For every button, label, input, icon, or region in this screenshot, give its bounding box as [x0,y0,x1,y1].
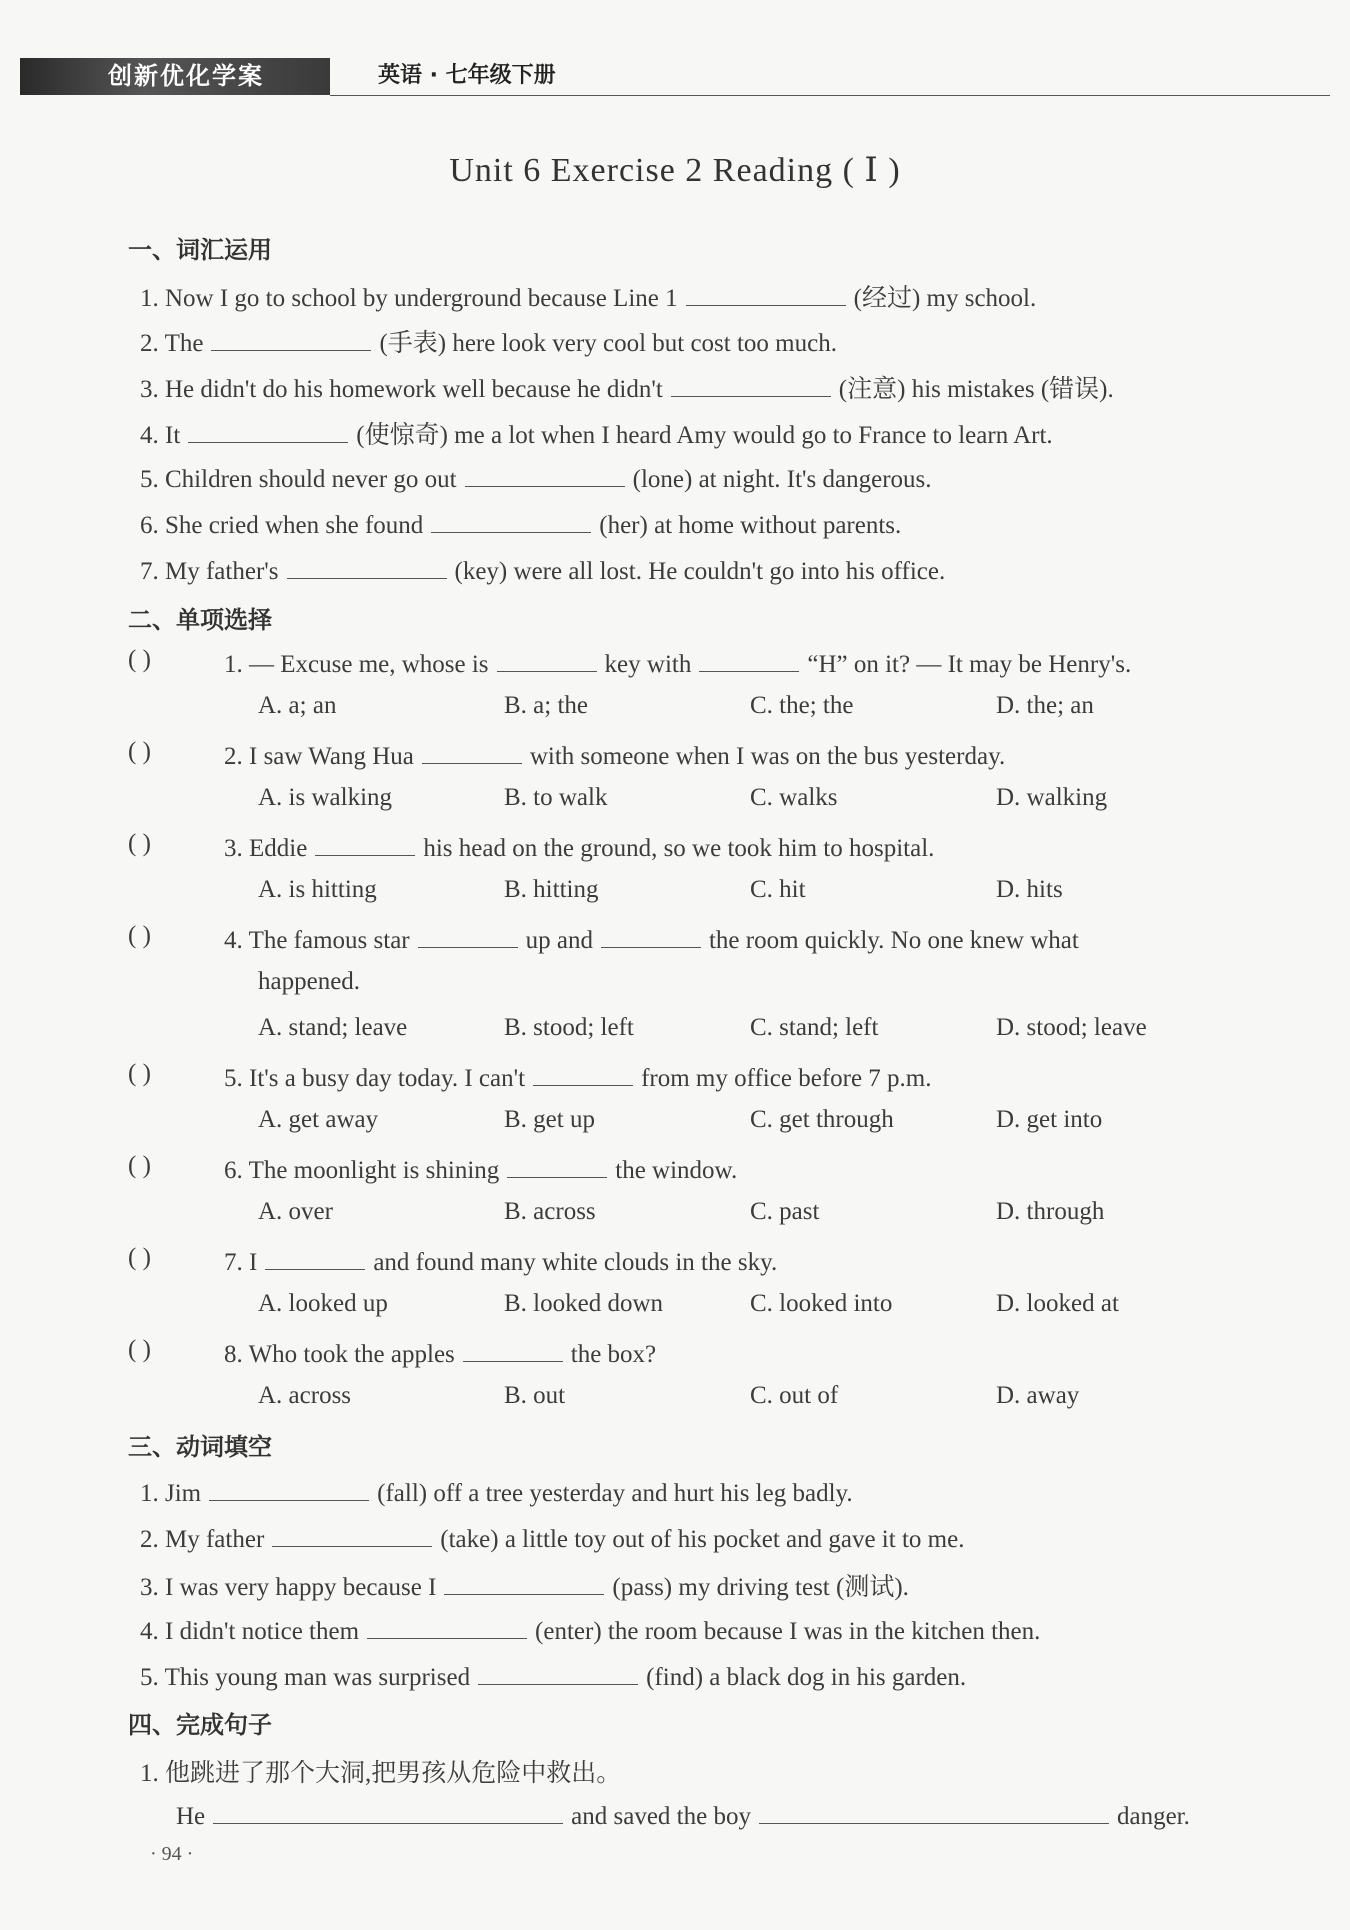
item-text: The [164,330,204,357]
mcq-question [224,646,1131,679]
sentence-text: danger. [1116,1803,1190,1830]
answer-blank[interactable] [497,646,597,672]
answer-blank[interactable] [418,922,518,948]
item-text: My father's [165,558,279,585]
answer-blank[interactable] [507,1152,607,1178]
sentence-text: and saved the boy [571,1803,751,1830]
question-number: 5. [224,1065,243,1092]
vocab-item [140,415,1053,451]
option-d[interactable]: D. walking [996,784,1108,811]
item-number: 1. [140,1760,159,1787]
item-text: (find) a black dog in his garden. [646,1664,967,1691]
answer-blank[interactable] [211,325,371,351]
answer-blank[interactable] [188,417,348,443]
option-b[interactable]: B. get up [504,1106,595,1133]
question-text: It's a busy day today. I can't [249,1065,526,1092]
sentence-text: He [176,1803,206,1830]
mcq-question [224,1336,656,1369]
mcq-question [224,1244,777,1277]
answer-blank[interactable] [686,280,846,306]
option-b[interactable]: B. across [504,1198,596,1225]
section-heading-vocabulary: 一、词汇运用 [128,236,272,264]
mcq-question [224,830,934,863]
mcq-question [224,738,1005,771]
question-text: from my office before 7 p.m. [641,1065,932,1092]
question-number: 3. [224,835,243,862]
option-b[interactable]: B. a; the [504,692,589,719]
item-number: 5. [140,466,159,493]
option-c[interactable]: C. get through [750,1106,894,1133]
item-number: 2. [140,1526,159,1553]
vocab-item [140,369,1114,405]
verb-item [140,1567,909,1603]
option-b[interactable]: B. looked down [504,1290,664,1317]
item-text: I didn't notice them [165,1618,360,1645]
option-b[interactable]: B. to walk [504,784,608,811]
verb-item [140,1521,964,1554]
answer-blank[interactable] [213,1798,563,1824]
item-number: 4. [140,422,159,449]
item-text: I was very happy because I [165,1574,437,1601]
sentence-answer [176,1798,1190,1831]
option-c[interactable]: C. walks [750,784,838,811]
option-a[interactable]: A. a; an [258,692,337,719]
item-text: This young man was surprised [164,1664,471,1691]
answer-parentheses[interactable]: ( ) [128,1336,151,1363]
item-text: Now I go to school by underground because Line 1 [165,285,678,312]
option-a[interactable]: A. over [258,1198,333,1225]
question-text: the window. [615,1157,738,1184]
item-text: Children should never go out [165,466,457,493]
mcq-question [224,1152,737,1185]
item-text: (手表) here look very cool but cost too much. [379,330,837,357]
brand-banner: 创新优化学案 [20,58,330,95]
question-number: 1. [224,651,243,678]
option-d[interactable]: D. looked at [996,1290,1119,1317]
option-c[interactable]: C. stand; left [750,1014,879,1041]
question-number: 4. [224,927,243,954]
option-c[interactable]: C. the; the [750,692,854,719]
answer-parentheses[interactable]: ( ) [128,830,151,857]
option-a[interactable]: A. get away [258,1106,379,1133]
question-text: The famous star [248,927,410,954]
option-d[interactable]: D. through [996,1198,1105,1225]
chinese-prompt: 他跳进了那个大洞,把男孩从危险中救出。 [165,1760,622,1787]
question-number: 6. [224,1157,243,1184]
answer-blank[interactable] [601,922,701,948]
question-text: his head on the ground, so we took him to hospital. [423,835,935,862]
answer-blank[interactable] [209,1475,369,1501]
answer-blank[interactable] [463,1336,563,1362]
question-text: Eddie [249,835,308,862]
question-number: 8. [224,1341,243,1368]
section-heading-multiple-choice: 二、单项选择 [128,606,272,634]
option-b[interactable]: B. out [504,1382,566,1409]
item-text: (注意) his mistakes (错误). [838,376,1114,403]
answer-parentheses[interactable]: ( ) [128,646,151,673]
option-d[interactable]: D. the; an [996,692,1094,719]
item-text: (经过) my school. [853,285,1037,312]
page-header [20,52,1330,97]
answer-blank[interactable] [759,1798,1109,1824]
question-text: key with [604,651,692,678]
option-a[interactable]: A. stand; leave [258,1014,408,1041]
item-text: (pass) my driving test (测试). [612,1574,909,1601]
item-text: (fall) off a tree yesterday and hurt his leg badly. [377,1480,853,1507]
vocab-item [140,323,837,359]
option-c[interactable]: C. looked into [750,1290,893,1317]
answer-blank[interactable] [265,1244,365,1270]
mcq-question [224,922,1079,955]
option-d[interactable]: D. hits [996,876,1063,903]
option-a[interactable]: A. across [258,1382,352,1409]
item-number: 5. [140,1664,159,1691]
answer-blank[interactable] [478,1659,638,1685]
answer-parentheses[interactable]: ( ) [128,1060,151,1087]
option-b[interactable]: B. hitting [504,876,599,903]
item-text: (lone) at night. It's dangerous. [632,466,932,493]
question-text: I saw Wang Hua [249,743,414,770]
option-d[interactable]: D. stood; leave [996,1014,1147,1041]
answer-blank[interactable] [699,646,799,672]
option-a[interactable]: A. looked up [258,1290,388,1317]
question-text: Who took the apples [248,1341,455,1368]
option-c[interactable]: C. out of [750,1382,839,1409]
page-number: · 94 · [150,1843,194,1865]
answer-blank[interactable] [272,1521,432,1547]
vocab-item [140,278,1036,314]
item-text: She cried when she found [165,512,424,539]
sentence-prompt [140,1753,621,1789]
question-text: up and [525,927,593,954]
option-c[interactable]: C. past [750,1198,820,1225]
item-number: 4. [140,1618,159,1645]
answer-parentheses[interactable]: ( ) [128,1244,151,1271]
answer-blank[interactable] [465,461,625,487]
item-text: He didn't do his homework well because he didn't [165,376,663,403]
answer-blank[interactable] [422,738,522,764]
answer-parentheses[interactable]: ( ) [128,922,151,949]
option-a[interactable]: A. is hitting [258,876,377,903]
question-number: 2. [224,743,243,770]
vocab-item [140,507,901,540]
verb-item [140,1659,966,1692]
item-text: (enter) the room because I was in the kitchen then. [535,1618,1041,1645]
item-text: It [165,422,181,449]
item-number: 1. [140,285,159,312]
answer-parentheses[interactable]: ( ) [128,738,151,765]
answer-blank[interactable] [287,553,447,579]
item-number: 3. [140,1574,159,1601]
option-a[interactable]: A. is walking [258,784,393,811]
item-text: (key) were all lost. He couldn't go into his office. [454,558,946,585]
answer-blank[interactable] [533,1060,633,1086]
item-number: 7. [140,558,159,585]
option-d[interactable]: D. away [996,1382,1080,1409]
question-continuation: happened. [258,968,361,995]
question-number: 7. [224,1249,243,1276]
question-text: “H” on it? — It may be Henry's. [807,651,1132,678]
answer-blank[interactable] [431,507,591,533]
section-heading-complete-sentences: 四、完成句子 [128,1711,272,1739]
item-number: 1. [140,1480,159,1507]
answer-blank[interactable] [367,1613,527,1639]
answer-blank[interactable] [671,371,831,397]
answer-parentheses[interactable]: ( ) [128,1152,151,1179]
item-text: My father [165,1526,265,1553]
question-text: with someone when I was on the bus yesterday. [529,743,1006,770]
option-b[interactable]: B. stood; left [504,1014,634,1041]
option-d[interactable]: D. get into [996,1106,1103,1133]
item-text: Jim [165,1480,202,1507]
question-text: the room quickly. No one knew what [708,927,1079,954]
section-heading-verb-fill: 三、动词填空 [128,1433,272,1461]
subject-label: 英语 · 七年级下册 [378,63,556,88]
verb-item [140,1613,1040,1646]
option-c[interactable]: C. hit [750,876,806,903]
item-text: (take) a little toy out of his pocket and gave it to me. [440,1526,965,1553]
mcq-question [224,1060,931,1093]
question-text: I [249,1249,258,1276]
question-text: — Excuse me, whose is [249,651,489,678]
item-text: (her) at home without parents. [599,512,902,539]
question-text: The moonlight is shining [248,1157,500,1184]
question-text: the box? [570,1341,657,1368]
exercise-title: Unit 6 Exercise 2 Reading ( Ⅰ ) [449,152,901,189]
vocab-item [140,553,945,586]
item-text: (使惊奇) me a lot when I heard Amy would go to France to learn Art. [356,422,1053,449]
question-text: and found many white clouds in the sky. [373,1249,778,1276]
item-number: 3. [140,376,159,403]
item-number: 2. [140,330,159,357]
answer-blank[interactable] [315,830,415,856]
verb-item [140,1475,853,1508]
item-number: 6. [140,512,159,539]
answer-blank[interactable] [444,1569,604,1595]
vocab-item [140,461,932,494]
header-rule [330,95,1330,96]
